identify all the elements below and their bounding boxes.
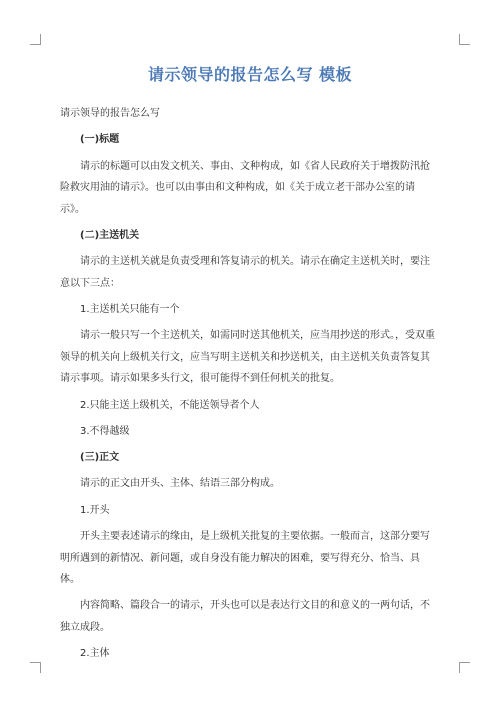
- paragraph: 内容简略、篇段合一的请示，开头也可以是表达行文目的和意义的一两句话，不独立成段。: [60, 600, 430, 633]
- crop-mark-top-left: [30, 34, 41, 45]
- paragraph: 请示一般只写一个主送机关，如需同时送其他机关，应当用抄送的形式。，受双重领导的机关向上级机关行文，应当写明主送机关和抄送机关，由主送机关负责答复其请示事项。请示如果多头行文，很可能得不到任何机关的批复。: [60, 330, 435, 385]
- list-item-heading: 2.只能主送上级机关，不能送领导者个人: [80, 399, 260, 411]
- paragraph: 请示的标题可以由发文机关、事由、文种构成，如《省人民政府关于增拨防汛抢险救灾用油的请示》。也可以由事由和文种构成，如《关于成立老干部办公室的请示》。: [60, 160, 430, 215]
- list-item-heading: 1.开头: [80, 504, 110, 516]
- section-heading: (一)标题: [80, 134, 120, 146]
- section-heading: (二)主送机关: [80, 229, 140, 241]
- section-heading: (三)正文: [80, 452, 120, 464]
- list-item-heading: 2.主体: [80, 648, 110, 660]
- list-item-heading: 1.主送机关只能有一个: [80, 303, 180, 315]
- paragraph: 请示的主送机关就是负责受理和答复请示的机关。请示在确定主送机关时，要注意以下三点：: [60, 256, 430, 289]
- document-body: [60, 103, 438, 669]
- paragraph: 请示的正文由开头、主体、结语三部分构成。: [80, 478, 280, 490]
- subtitle: 请示领导的报告怎么写: [60, 108, 160, 119]
- crop-mark-bottom-left: [30, 662, 41, 673]
- document-title: 请示领导的报告怎么写 模板: [147, 65, 353, 84]
- crop-mark-top-right: [459, 34, 470, 45]
- crop-mark-bottom-right: [459, 662, 470, 673]
- list-item-heading: 3.不得越级: [80, 425, 130, 437]
- paragraph: 开头主要表述请示的缘由，是上级机关批复的主要依据。一般而言，这部分要写明所遇到的新情况、新问题，或自身没有能力解决的困难，要写得充分、恰当、具体。: [60, 531, 430, 586]
